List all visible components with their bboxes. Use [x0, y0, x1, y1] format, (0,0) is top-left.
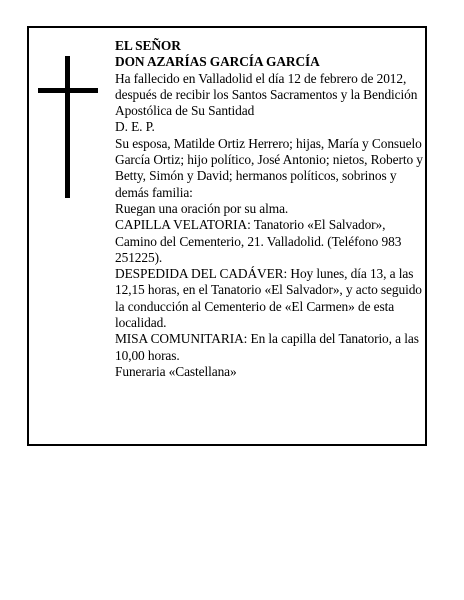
notice-text	[115, 38, 428, 380]
rip-line: D. E. P.	[115, 119, 155, 135]
prayer-request: Ruegan una oración por su alma.	[115, 200, 289, 216]
cross-horizontal-bar	[38, 88, 98, 93]
family-list: Su esposa, Matilde Ortiz Herrero; hijas, María y Consuelo García Ortiz; hijo político, José Antonio; nietos, Roberto y Betty, Simón y David; hermanos políticos, sobrinos y demás familia:	[115, 135, 423, 200]
funeral-home: Funeraria «Castellana»	[115, 363, 237, 379]
cross-vertical-bar	[65, 56, 70, 198]
farewell-info: DESPEDIDA DEL CADÁVER: Hoy lunes, día 13, a las 12,15 horas, en el Tanatorio «El Salvador», y acto seguido la conducción al Cementerio de «El Carmen» de esta localidad.	[115, 266, 422, 331]
mass-info: MISA COMUNITARIA: En la capilla del Tanatorio, a las 10,00 horas.	[115, 331, 419, 363]
death-announcement: Ha fallecido en Valladolid el día 12 de febrero de 2012, después de recibir los Santos Sacramentos y la Bendición Apostólica de Su Santidad	[115, 70, 418, 119]
deceased-name: DON AZARÍAS GARCÍA GARCÍA	[115, 54, 320, 70]
notice-title: EL SEÑOR	[115, 38, 181, 53]
chapel-info: CAPILLA VELATORIA: Tanatorio «El Salvador», Camino del Cementerio, 21. Valladolid. (Teléfono 983 251225).	[115, 217, 402, 265]
latin-cross-icon	[38, 56, 98, 198]
